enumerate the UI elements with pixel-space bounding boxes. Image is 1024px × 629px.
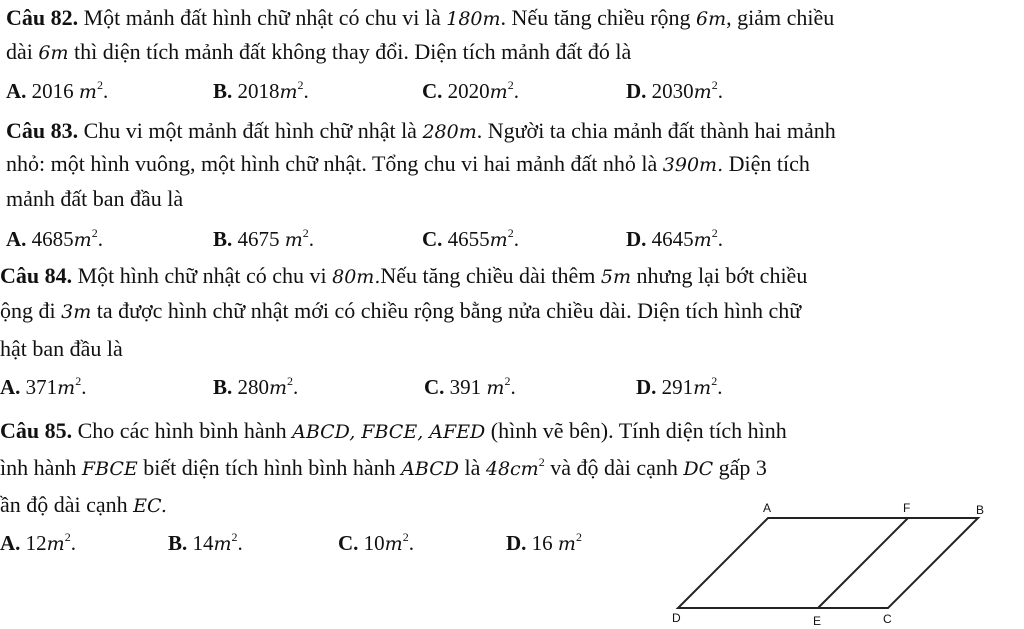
- q82-option-b[interactable]: B. $2018m^2$.: [213, 78, 309, 103]
- vertex-label-e: E: [813, 614, 822, 628]
- q84-option-c[interactable]: C. 391 $m^2$.: [424, 374, 516, 399]
- q82-option-c[interactable]: C. $2020m^2$.: [422, 78, 519, 103]
- q84-number: Câu 84.: [0, 263, 73, 288]
- vertex-label-a: A: [763, 501, 772, 515]
- q85-option-a[interactable]: A. $12m^2$.: [0, 530, 76, 555]
- parallelogram-abcd: [678, 518, 978, 608]
- q83-option-a[interactable]: A. $4685m^2$.: [6, 226, 103, 251]
- q84-option-b[interactable]: B. $280m^2$.: [213, 374, 299, 399]
- q85-option-b[interactable]: B. $14m^2$.: [168, 530, 243, 555]
- q83-line2: nhỏ: một hình vuông, một hình chữ nhật. Tổng chu vi hai mảnh đất nhỏ là 390m. Diện tích: [6, 151, 810, 176]
- q83-number: Câu 83.: [6, 118, 79, 143]
- q84-option-d[interactable]: D. $291m^2$.: [636, 374, 723, 399]
- q85-option-d[interactable]: D. 16 $m^2$: [506, 530, 582, 555]
- q85-line3: ần độ dài cạnh EC.: [0, 492, 167, 517]
- vertex-label-c: C: [883, 612, 892, 626]
- q84-line2: ộng đi 3m ta được hình chữ nhật mới có chiều rộng bằng nửa chiều dài. Diện tích hình chữ: [0, 298, 802, 323]
- q85-number: Câu 85.: [0, 418, 73, 443]
- q84-option-a[interactable]: A. $371m^2$.: [0, 374, 87, 399]
- q84-line3: hật ban đầu là: [0, 336, 123, 361]
- q82-line2: dài 6m thì diện tích mảnh đất không thay đổi. Diện tích mảnh đất đó là: [6, 39, 632, 64]
- q85-line1: Câu 85. Cho các hình bình hành ABCD, FBCE, AFED (hình vẽ bên). Tính diện tích hình: [0, 418, 787, 443]
- q83-option-c[interactable]: C. $4655m^2$.: [422, 226, 519, 251]
- vertex-label-f: F: [903, 501, 911, 515]
- q83-line1: Câu 83. Chu vi một mảnh đất hình chữ nhật là 280m. Người ta chia mảnh đất thành hai mảnh: [6, 118, 836, 143]
- parallelogram-figure: [660, 498, 1000, 629]
- q83-option-d[interactable]: D. $4645m^2$.: [626, 226, 723, 251]
- segment-fe: [818, 518, 908, 608]
- q82-option-d[interactable]: D. $2030m^2$.: [626, 78, 723, 103]
- q83-line3: mảnh đất ban đầu là: [6, 186, 184, 211]
- q82-line1: Câu 82. Một mảnh đất hình chữ nhật có chu vi là 180m. Nếu tăng chiều rộng 6m, giảm chiều: [6, 5, 835, 30]
- q85-option-c[interactable]: C. $10m^2$.: [338, 530, 414, 555]
- q83-option-b[interactable]: B. 4675 $m^2$.: [213, 226, 315, 251]
- q82-option-a[interactable]: A. 2016 $m^2$.: [6, 78, 109, 103]
- q85-line2: ình hành FBCE biết diện tích hình bình hành ABCD là $48cm^2$ và độ dài cạnh DC gấp 3: [0, 455, 767, 480]
- q84-line1: Câu 84. Một hình chữ nhật có chu vi 80m.Nếu tăng chiều dài thêm 5m nhưng lại bớt chiều: [0, 263, 808, 288]
- vertex-label-b: B: [976, 503, 985, 517]
- vertex-label-d: D: [672, 611, 681, 625]
- q82-number: Câu 82.: [6, 5, 79, 30]
